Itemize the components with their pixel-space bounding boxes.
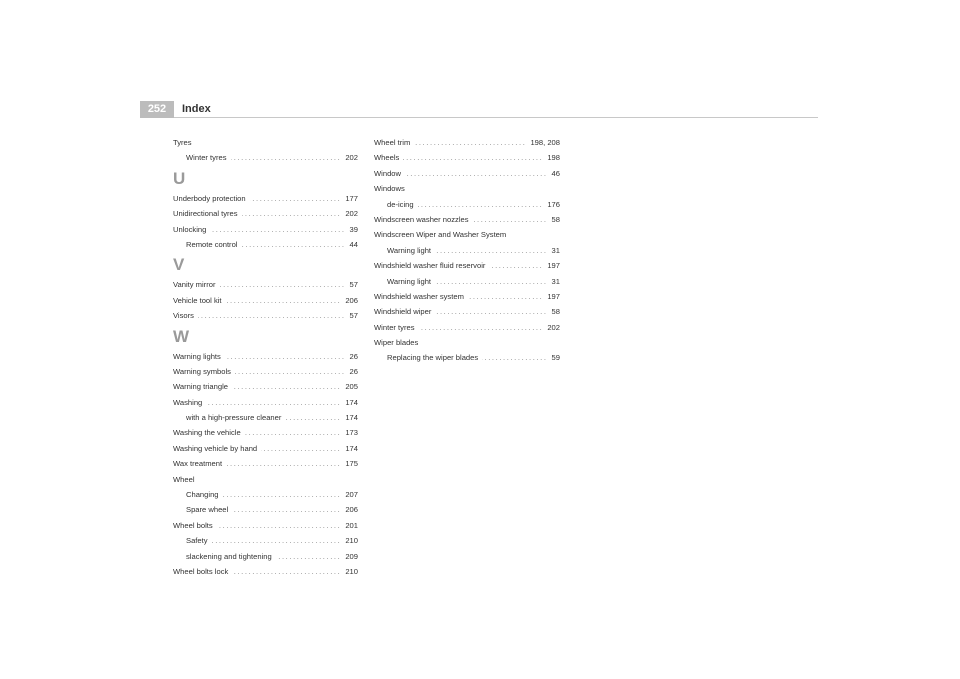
- index-entry-label: Winter tyres: [374, 322, 415, 332]
- index-page-reference: 44: [349, 239, 358, 249]
- index-letter-heading: V: [173, 255, 185, 275]
- index-subentry: [374, 243, 560, 258]
- index-entry-label: Windshield washer system: [374, 291, 464, 301]
- index-entry-label: Unlocking: [173, 224, 207, 234]
- index-entry-label: Windshield washer fluid reservoir: [374, 261, 486, 271]
- dot-leader: [245, 425, 342, 440]
- index-subentry: [374, 274, 560, 289]
- index-entry: [173, 206, 358, 221]
- index-entry-label: Underbody protection: [173, 193, 246, 203]
- index-page-reference: 175: [345, 459, 358, 469]
- dot-leader: [419, 320, 544, 335]
- dot-leader: [435, 243, 548, 258]
- index-entry-label: de-icing: [387, 199, 414, 209]
- dot-leader: [223, 487, 342, 502]
- index-column-right: [374, 135, 560, 366]
- index-entry-label: Windshield wiper: [374, 307, 432, 317]
- index-page-reference: 176: [547, 199, 560, 209]
- dot-leader: [405, 166, 548, 181]
- index-entry-label: Warning triangle: [173, 382, 229, 392]
- dot-leader: [242, 237, 346, 252]
- dot-leader: [217, 518, 342, 533]
- dot-leader: [232, 502, 341, 517]
- dot-leader: [414, 135, 526, 150]
- index-page-reference: 209: [345, 551, 358, 561]
- index-entry-label: slackening and tightening: [186, 551, 272, 561]
- index-entry-label: Wheel bolts: [173, 520, 213, 530]
- dot-leader: [232, 379, 341, 394]
- dot-leader: [231, 150, 342, 165]
- index-subentry: [374, 197, 560, 212]
- index-page-reference: 174: [345, 397, 358, 407]
- dot-leader: [210, 222, 345, 237]
- dot-leader: [435, 274, 548, 289]
- index-entry: [374, 181, 560, 196]
- index-page-reference: 58: [551, 214, 560, 224]
- index-entry: [173, 222, 358, 237]
- index-entry: [374, 166, 560, 181]
- index-entry-label: Washing the vehicle: [173, 428, 241, 438]
- index-page-reference: 58: [551, 307, 560, 317]
- index-entry-label: with a high-pressure cleaner: [186, 413, 282, 423]
- index-page-reference: 57: [349, 311, 358, 321]
- dot-leader: [226, 456, 341, 471]
- index-entry-label: Wheel bolts lock: [173, 566, 229, 576]
- index-entry-label: Safety: [186, 536, 208, 546]
- dot-leader: [489, 258, 543, 273]
- index-entry: [173, 349, 358, 364]
- index-subentry: [374, 350, 560, 365]
- dot-leader: [235, 364, 346, 379]
- index-entry: [374, 212, 560, 227]
- dot-leader: [225, 349, 346, 364]
- index-entry: [374, 335, 560, 350]
- index-column-left: [173, 135, 358, 579]
- index-page-reference: 39: [349, 224, 358, 234]
- index-page-reference: 202: [345, 153, 358, 163]
- dot-leader: [212, 533, 342, 548]
- index-entry: [173, 456, 358, 471]
- dot-leader: [226, 293, 342, 308]
- index-entry-label: Changing: [186, 490, 219, 500]
- index-page-reference: 31: [551, 276, 560, 286]
- dot-leader: [206, 395, 341, 410]
- index-entry: [173, 308, 358, 323]
- index-page-reference: 197: [547, 291, 560, 301]
- index-page-reference: 210: [345, 566, 358, 576]
- index-page-reference: 198, 208: [530, 138, 560, 147]
- index-page-reference: 46: [551, 168, 560, 178]
- dot-leader: [219, 277, 345, 292]
- index-entry: [173, 518, 358, 533]
- index-page-reference: 202: [345, 209, 358, 219]
- index-entry: [173, 364, 358, 379]
- index-letter-heading: U: [173, 168, 186, 188]
- index-page-reference: 59: [551, 353, 560, 363]
- index-entry-label: Washing: [173, 397, 203, 407]
- index-page-reference: 177: [345, 193, 358, 203]
- index-page-reference: 31: [551, 245, 560, 255]
- index-entry: [173, 277, 358, 292]
- index-page-reference: 202: [547, 322, 560, 332]
- index-entry-label: Warning light: [387, 245, 432, 255]
- index-page-reference: 174: [345, 443, 358, 453]
- index-entry: [173, 379, 358, 394]
- index-entry: [173, 135, 358, 150]
- index-entry: [374, 227, 560, 242]
- index-page-reference: 174: [345, 413, 358, 423]
- index-entry: [374, 150, 560, 165]
- dot-leader: [276, 549, 342, 564]
- index-entry-label: Warning lights: [173, 351, 221, 361]
- index-page-reference: 206: [345, 505, 358, 515]
- header-divider: [174, 117, 818, 118]
- index-entry-label: Window: [374, 168, 402, 178]
- index-page-reference: 26: [349, 351, 358, 361]
- index-entry-label: Vanity mirror: [173, 280, 216, 290]
- index-entry-label: Warning symbols: [173, 366, 231, 376]
- index-subentry: [173, 549, 358, 564]
- page-title: Index: [182, 103, 211, 115]
- index-entry-label: Replacing the wiper blades: [387, 353, 479, 363]
- dot-leader: [403, 150, 543, 165]
- index-page-reference: 201: [345, 520, 358, 530]
- index-entry-label: Wiper blades: [374, 338, 419, 348]
- index-page-reference: 197: [547, 261, 560, 271]
- index-subentry: [173, 487, 358, 502]
- dot-leader: [482, 350, 547, 365]
- index-entry-label: Windscreen washer nozzles: [374, 214, 469, 224]
- index-page-reference: 205: [345, 382, 358, 392]
- dot-leader: [198, 308, 346, 323]
- index-entry-label: Spare wheel: [186, 505, 229, 515]
- index-entry: [374, 258, 560, 273]
- index-entry-label: Winter tyres: [186, 153, 227, 163]
- index-entry: [374, 289, 560, 304]
- index-entry-label: Windscreen Wiper and Washer System: [374, 230, 507, 240]
- index-page-reference: 57: [349, 280, 358, 290]
- dot-leader: [435, 304, 547, 319]
- index-entry: [374, 304, 560, 319]
- index-entry-label: Remote control: [186, 239, 238, 249]
- dot-leader: [261, 441, 341, 456]
- index-entry-label: Washing vehicle by hand: [173, 443, 258, 453]
- dot-leader: [473, 212, 548, 227]
- index-entry: [173, 191, 358, 206]
- index-entry: [173, 425, 358, 440]
- index-entry: [173, 472, 358, 487]
- index-subentry: [173, 150, 358, 165]
- index-page-reference: 210: [345, 536, 358, 546]
- dot-leader: [418, 197, 544, 212]
- index-entry-label: Vehicle tool kit: [173, 295, 222, 305]
- index-page-reference: 26: [349, 366, 358, 376]
- index-letter-heading: W: [173, 326, 190, 346]
- index-entry-label: Visors: [173, 311, 194, 321]
- page-number-badge: 252: [140, 101, 174, 118]
- index-entry: [173, 395, 358, 410]
- index-entry-label: Wheel trim: [374, 138, 411, 147]
- index-page-reference: 173: [345, 428, 358, 438]
- index-entry-label: Warning light: [387, 276, 432, 286]
- index-subentry: [173, 410, 358, 425]
- dot-leader: [242, 206, 342, 221]
- dot-leader: [232, 564, 341, 579]
- index-subentry: [173, 533, 358, 548]
- index-entry-label: Unidirectional tyres: [173, 209, 238, 219]
- index-entry: [374, 320, 560, 335]
- index-entry: [173, 564, 358, 579]
- index-entry: [374, 135, 560, 150]
- index-subentry: [173, 237, 358, 252]
- index-entry-label: Tyres: [173, 138, 192, 147]
- index-entry-label: Wheels: [374, 153, 400, 163]
- index-page-reference: 198: [547, 153, 560, 163]
- index-entry-label: Wheel: [173, 474, 195, 484]
- index-subentry: [173, 502, 358, 517]
- index-entry-label: Windows: [374, 184, 405, 194]
- index-entry-label: Wax treatment: [173, 459, 223, 469]
- dot-leader: [468, 289, 543, 304]
- index-page-reference: 207: [345, 490, 358, 500]
- dot-leader: [285, 410, 341, 425]
- dot-leader: [250, 191, 342, 206]
- index-entry: [173, 441, 358, 456]
- index-page-reference: 206: [345, 295, 358, 305]
- index-entry: [173, 293, 358, 308]
